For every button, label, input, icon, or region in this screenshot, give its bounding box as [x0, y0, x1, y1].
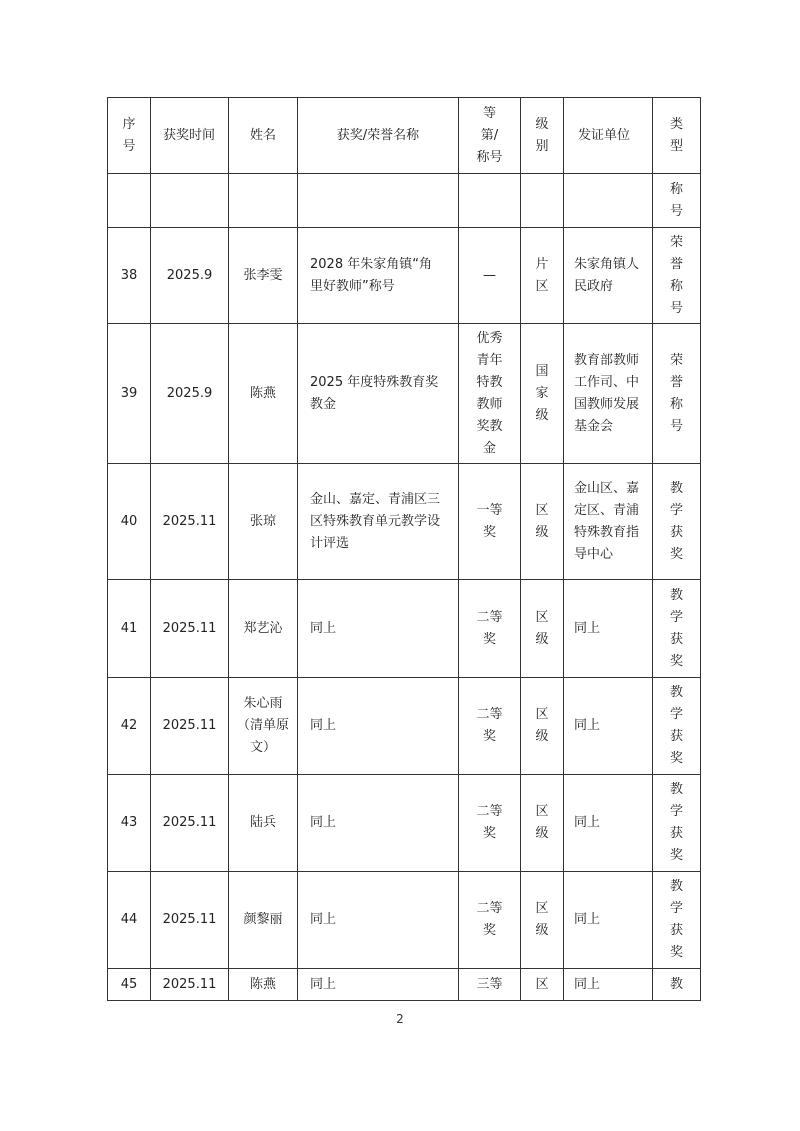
cell-grade: 二等奖 [459, 580, 521, 678]
page-number: 2 [396, 1012, 404, 1026]
table-row [108, 228, 701, 324]
cell-name: 陆兵 [229, 775, 298, 872]
cell-date: 2025.11 [151, 969, 229, 1001]
cell-no: 45 [108, 969, 151, 1001]
cell-level: 区级 [521, 678, 564, 775]
table-row [108, 174, 701, 228]
cell-grade: 二等奖 [459, 678, 521, 775]
cell-org: 同上 [564, 872, 653, 969]
awards-table [107, 97, 701, 1001]
cell-type: 教 [653, 969, 701, 1001]
cell-level [521, 174, 564, 228]
cell-grade [459, 174, 521, 228]
cell-grade: 二等奖 [459, 775, 521, 872]
cell-title: 2025 年度特殊教育奖教金 [298, 324, 459, 464]
table-row [108, 678, 701, 775]
cell-no: 38 [108, 228, 151, 324]
cell-grade: 优秀青年特教教师奖教金 [459, 324, 521, 464]
cell-org: 朱家角镇人民政府 [564, 228, 653, 324]
cell-date: 2025.9 [151, 228, 229, 324]
cell-no: 42 [108, 678, 151, 775]
cell-type: 教学获奖 [653, 580, 701, 678]
header-cell-level: 级别 [521, 98, 564, 174]
table-row [108, 775, 701, 872]
cell-level: 区级 [521, 580, 564, 678]
cell-date: 2025.11 [151, 580, 229, 678]
header-cell-grade: 等第/称号 [459, 98, 521, 174]
cell-title: 同上 [298, 969, 459, 1001]
cell-date: 2025.11 [151, 464, 229, 580]
cell-level: 区级 [521, 464, 564, 580]
cell-date: 2025.9 [151, 324, 229, 464]
cell-level: 区 [521, 969, 564, 1001]
cell-org: 同上 [564, 775, 653, 872]
cell-name: 陈燕 [229, 324, 298, 464]
cell-date: 2025.11 [151, 775, 229, 872]
cell-type: 教学获奖 [653, 678, 701, 775]
cell-name: 陈燕 [229, 969, 298, 1001]
cell-org: 同上 [564, 969, 653, 1001]
header-cell-org: 发证单位 [564, 98, 653, 174]
header-cell-no: 序号 [108, 98, 151, 174]
cell-org: 教育部教师工作司、中国教师发展基金会 [564, 324, 653, 464]
cell-org [564, 174, 653, 228]
table-row [108, 464, 701, 580]
cell-type: 荣誉称号 [653, 228, 701, 324]
header-cell-type: 类型 [653, 98, 701, 174]
cell-name [229, 174, 298, 228]
cell-type: 教学获奖 [653, 464, 701, 580]
cell-type: 称号 [653, 174, 701, 228]
cell-no [108, 174, 151, 228]
header-cell-date: 获奖时间 [151, 98, 229, 174]
cell-title: 同上 [298, 872, 459, 969]
table-row [108, 580, 701, 678]
cell-level: 区级 [521, 775, 564, 872]
cell-title: 同上 [298, 678, 459, 775]
table-header-row [108, 98, 701, 174]
cell-title [298, 174, 459, 228]
cell-name: 郑艺沁 [229, 580, 298, 678]
cell-name: 颜黎丽 [229, 872, 298, 969]
table-row [108, 872, 701, 969]
cell-name: 张李雯 [229, 228, 298, 324]
cell-date: 2025.11 [151, 872, 229, 969]
cell-name: 张琼 [229, 464, 298, 580]
cell-no: 44 [108, 872, 151, 969]
cell-title: 金山、嘉定、青浦区三区特殊教育单元教学设计评选 [298, 464, 459, 580]
cell-grade: 三等 [459, 969, 521, 1001]
cell-no: 43 [108, 775, 151, 872]
cell-org: 金山区、嘉定区、青浦特殊教育指导中心 [564, 464, 653, 580]
cell-level: 区级 [521, 872, 564, 969]
cell-no: 40 [108, 464, 151, 580]
cell-grade: 二等奖 [459, 872, 521, 969]
cell-title: 2028 年朱家角镇“角里好教师”称号 [298, 228, 459, 324]
cell-title: 同上 [298, 775, 459, 872]
cell-no: 39 [108, 324, 151, 464]
cell-type: 荣誉称号 [653, 324, 701, 464]
table-row [108, 969, 701, 1001]
cell-org: 同上 [564, 678, 653, 775]
cell-type: 教学获奖 [653, 775, 701, 872]
header-cell-title: 获奖/荣誉名称 [298, 98, 459, 174]
table-row [108, 324, 701, 464]
cell-name: 朱心雨（清单原文） [229, 678, 298, 775]
cell-no: 41 [108, 580, 151, 678]
cell-title: 同上 [298, 580, 459, 678]
cell-date [151, 174, 229, 228]
cell-level: 国家级 [521, 324, 564, 464]
cell-grade: — [459, 228, 521, 324]
cell-grade: 一等奖 [459, 464, 521, 580]
cell-type: 教学获奖 [653, 872, 701, 969]
header-cell-name: 姓名 [229, 98, 298, 174]
cell-level: 片区 [521, 228, 564, 324]
cell-date: 2025.11 [151, 678, 229, 775]
cell-org: 同上 [564, 580, 653, 678]
